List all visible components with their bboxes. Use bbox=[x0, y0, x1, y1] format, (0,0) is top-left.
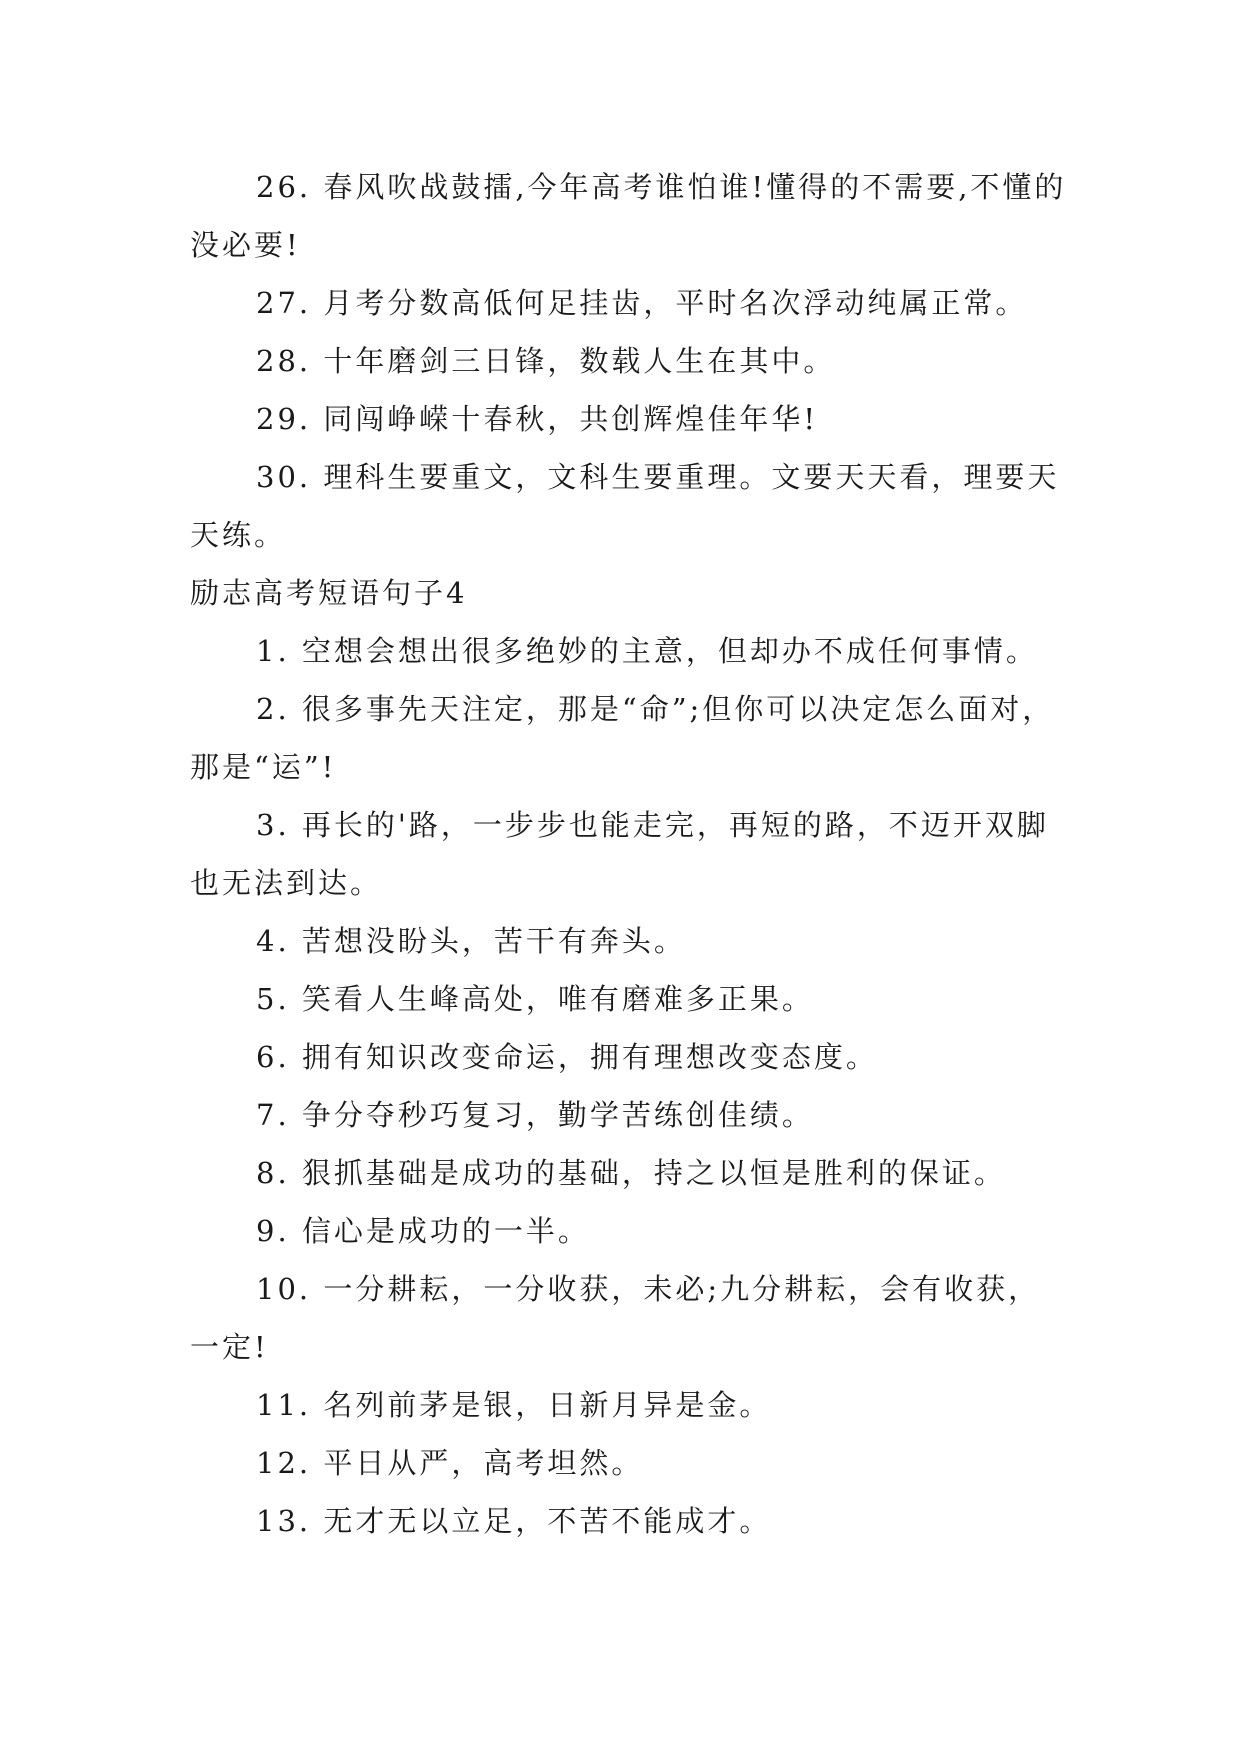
list-item: 7. 争分夺秒巧复习，勤学苦练创佳绩。 bbox=[256, 1098, 814, 1132]
list-item: 30. 理科生要重文，文科生要重理。文要天天看，理要天天练。 bbox=[190, 460, 1060, 552]
list-item: 10. 一分耕耘，一分收获，未必;九分耕耘，会有收获，一定! bbox=[190, 1272, 1041, 1364]
list-item: 3. 再长的'路，一步步也能走完，再短的路，不迈开双脚也无法到达。 bbox=[190, 808, 1049, 900]
list-item: 2. 很多事先天注定，那是“命”;但你可以决定怎么面对，那是“运”! bbox=[190, 692, 1055, 784]
list-item: 6. 拥有知识改变命运，拥有理想改变态度。 bbox=[256, 1040, 878, 1074]
list-item: 4. 苦想没盼头，苦干有奔头。 bbox=[256, 924, 686, 958]
section-heading: 励志高考短语句子4 bbox=[190, 576, 468, 610]
list-item: 1. 空想会想出很多绝妙的主意，但却办不成任何事情。 bbox=[256, 634, 1038, 668]
list-item: 12. 平日从严，高考坦然。 bbox=[256, 1446, 644, 1480]
list-item: 11. 名列前茅是银，日新月异是金。 bbox=[256, 1388, 772, 1422]
list-item: 8. 狠抓基础是成功的基础，持之以恒是胜利的保证。 bbox=[256, 1156, 1006, 1190]
list-item: 13. 无才无以立足，不苦不能成才。 bbox=[256, 1504, 772, 1538]
list-item: 26. 春风吹战鼓擂,今年高考谁怕谁!懂得的不需要,不懂的没必要! bbox=[190, 170, 1067, 262]
list-item: 29. 同闯峥嵘十春秋，共创辉煌佳年华! bbox=[256, 402, 818, 436]
list-item: 28. 十年磨剑三日锋，数载人生在其中。 bbox=[256, 344, 836, 378]
list-item: 9. 信心是成功的一半。 bbox=[256, 1214, 590, 1248]
list-item: 5. 笑看人生峰高处，唯有磨难多正果。 bbox=[256, 982, 814, 1016]
list-item: 27. 月考分数高低何足挂齿，平时名次浮动纯属正常。 bbox=[256, 286, 1028, 320]
document-body bbox=[190, 158, 1070, 1550]
